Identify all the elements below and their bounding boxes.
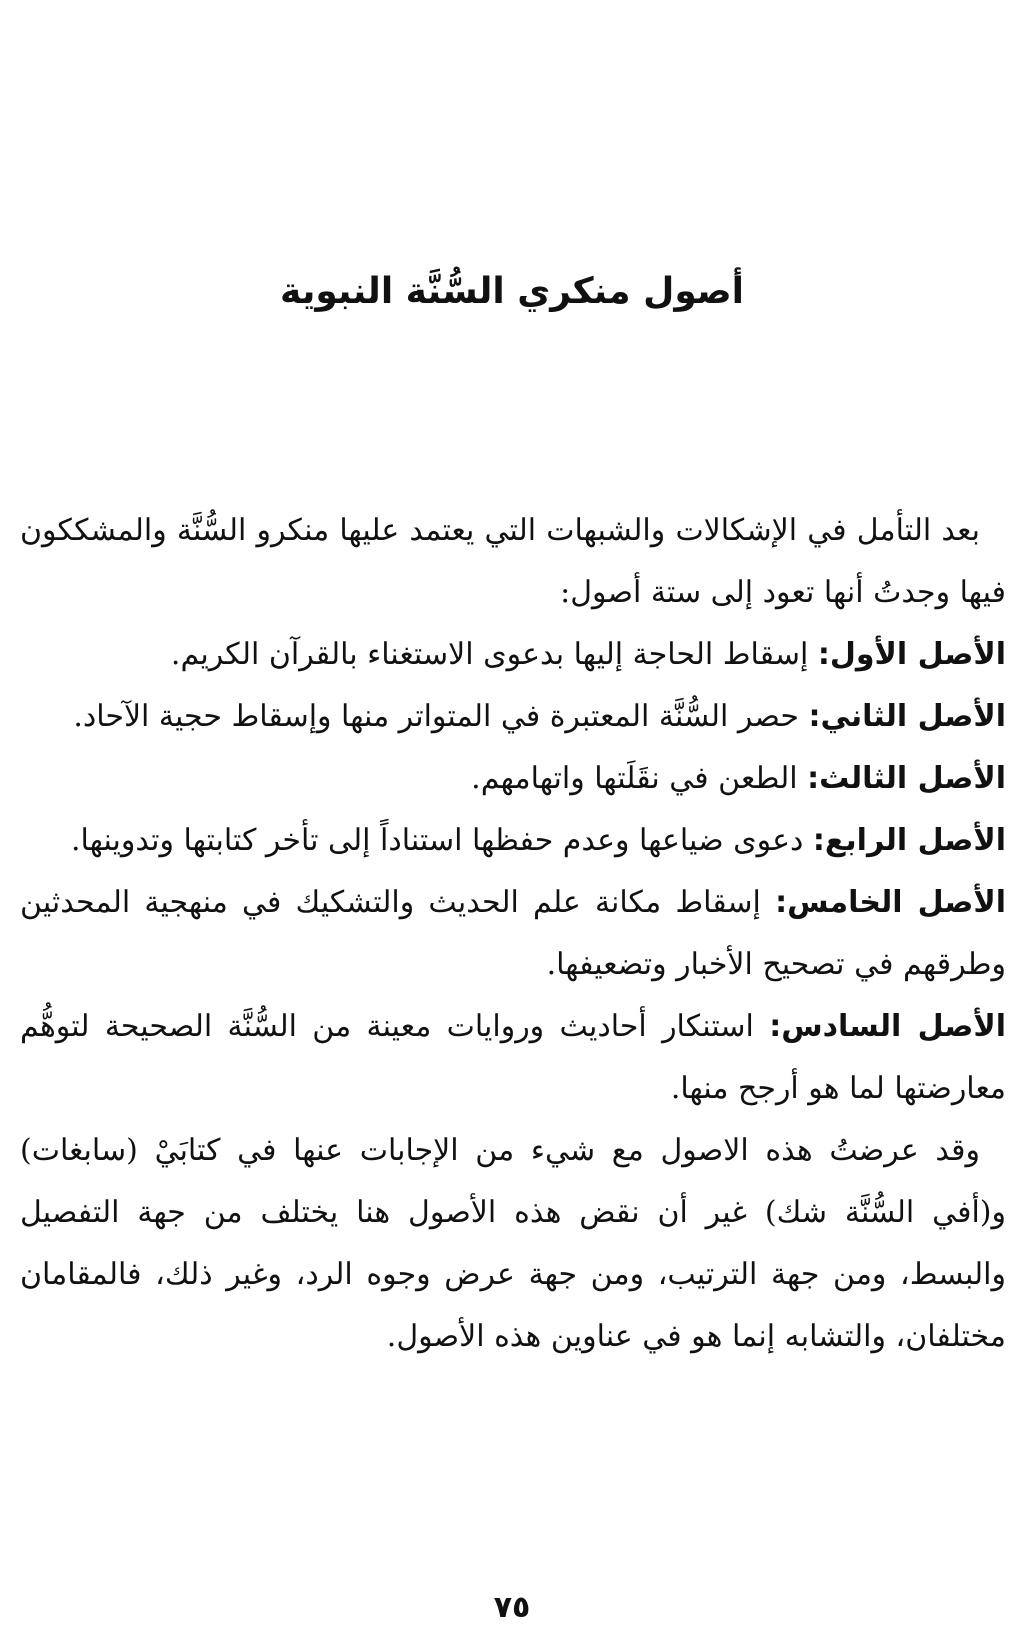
page-number: ٧٥ bbox=[493, 1590, 531, 1625]
principle-3 bbox=[20, 748, 1006, 810]
principle-5 bbox=[20, 872, 1006, 996]
principle-4 bbox=[20, 810, 1006, 872]
page-title: أصول منكري السُّنَّة النبوية bbox=[279, 271, 745, 312]
principle-text: استنكار أحاديث وروايات معينة من السُّنَّة الصحيحة لتوهُّم معارضتها لما هو أرجح منها. bbox=[20, 1009, 1006, 1106]
principle-label: الأصل الخامس: bbox=[775, 885, 1006, 920]
principle-label: الأصل الأول: bbox=[817, 637, 1006, 672]
intro-paragraph: بعد التأمل في الإشكالات والشبهات التي يعتمد عليها منكرو السُّنَّة والمشككون فيها وجدتُ أنها تعود إلى ستة أصول: bbox=[20, 513, 1006, 610]
principle-label: الأصل الثالث: bbox=[807, 761, 1006, 796]
principle-text: حصر السُّنَّة المعتبرة في المتواتر منها وإسقاط حجية الآحاد. bbox=[73, 699, 809, 734]
principle-1 bbox=[20, 624, 1006, 686]
principle-text: إسقاط الحاجة إليها بدعوى الاستغناء بالقرآن الكريم. bbox=[170, 637, 818, 672]
principle-label: الأصل الثاني: bbox=[808, 699, 1006, 734]
body-text bbox=[20, 500, 1006, 1368]
principle-text: الطعن في نقَلَتها واتهامهم. bbox=[471, 761, 808, 796]
closing-paragraph: وقد عرضتُ هذه الاصول مع شيء من الإجابات عنها في كتابَيْ (سابغات) و(أفي السُّنَّة شك) غير أن نقض هذه الأصول هنا يختلف من جهة التفصيل والبسط، ومن جهة الترتيب، ومن جهة عرض وجوه الرد، وغير ذلك، فالمقامان مختلفان، والتشابه إنما هو في عناوين هذه الأصول. bbox=[20, 1133, 1006, 1354]
principle-6 bbox=[20, 996, 1006, 1120]
principle-2 bbox=[20, 686, 1006, 748]
principle-text: إسقاط مكانة علم الحديث والتشكيك في منهجية المحدثين وطرقهم في تصحيح الأخبار وتضعيفها. bbox=[20, 885, 1006, 982]
principle-label: الأصل السادس: bbox=[769, 1009, 1006, 1044]
principle-text: دعوى ضياعها وعدم حفظها استناداً إلى تأخر كتابتها وتدوينها. bbox=[70, 823, 813, 858]
principle-label: الأصل الرابع: bbox=[812, 823, 1006, 858]
